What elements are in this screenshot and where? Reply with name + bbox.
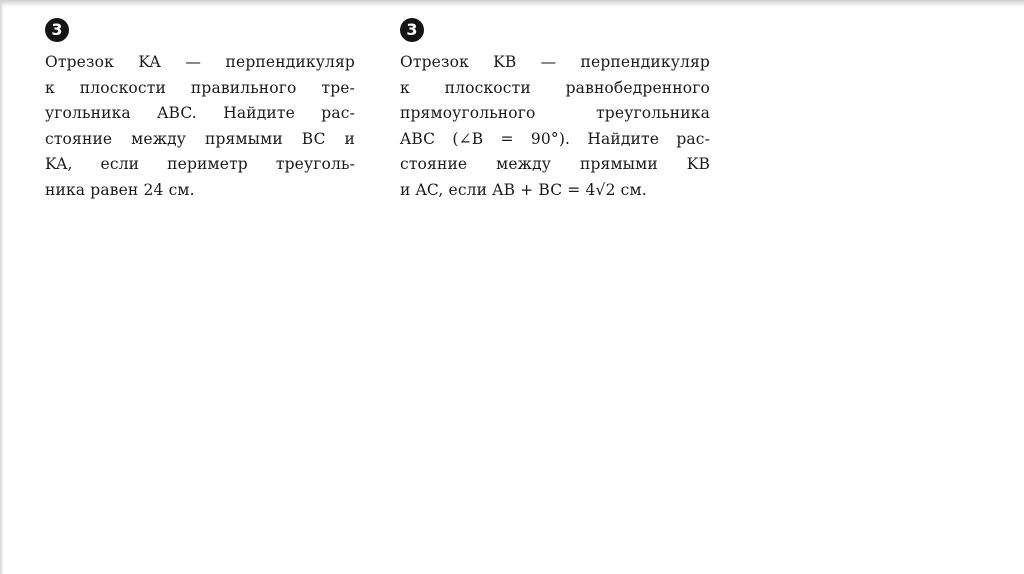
problem-text-line: ABC (∠B = 90°). Найдите рас- [400,129,710,148]
problem-text-line: Отрезок KA — перпендикуляр [45,53,355,71]
problem-text-line: прямоугольного треугольника [400,104,710,122]
problem-text-line: и AC, если AB + BC = 4√2 см. [400,180,647,199]
problem-text-line: ника равен 24 см. [45,180,195,199]
problem-text [45,50,355,203]
problem-text-line: KA, если периметр треуголь- [45,155,355,173]
problem-card-right [400,18,710,203]
left-edge-shadow [0,0,4,574]
problem-text-line: стояние между прямыми KB [400,155,710,173]
problem-text-line: стояние между прямыми BC и [45,129,355,148]
problem-number-badge: 3 [400,18,424,42]
problem-number-badge: 3 [45,18,69,42]
problem-text-line: угольника ABC. Найдите рас- [45,104,355,122]
problem-text [400,50,710,203]
problem-text-line: Отрезок KB — перпендикуляр [400,53,710,71]
problem-text-line: к плоскости равнобедренного [400,78,710,97]
problem-card-left [45,18,355,203]
top-edge-shadow [0,0,1024,7]
problem-text-line: к плоскости правильного тре- [45,78,355,97]
